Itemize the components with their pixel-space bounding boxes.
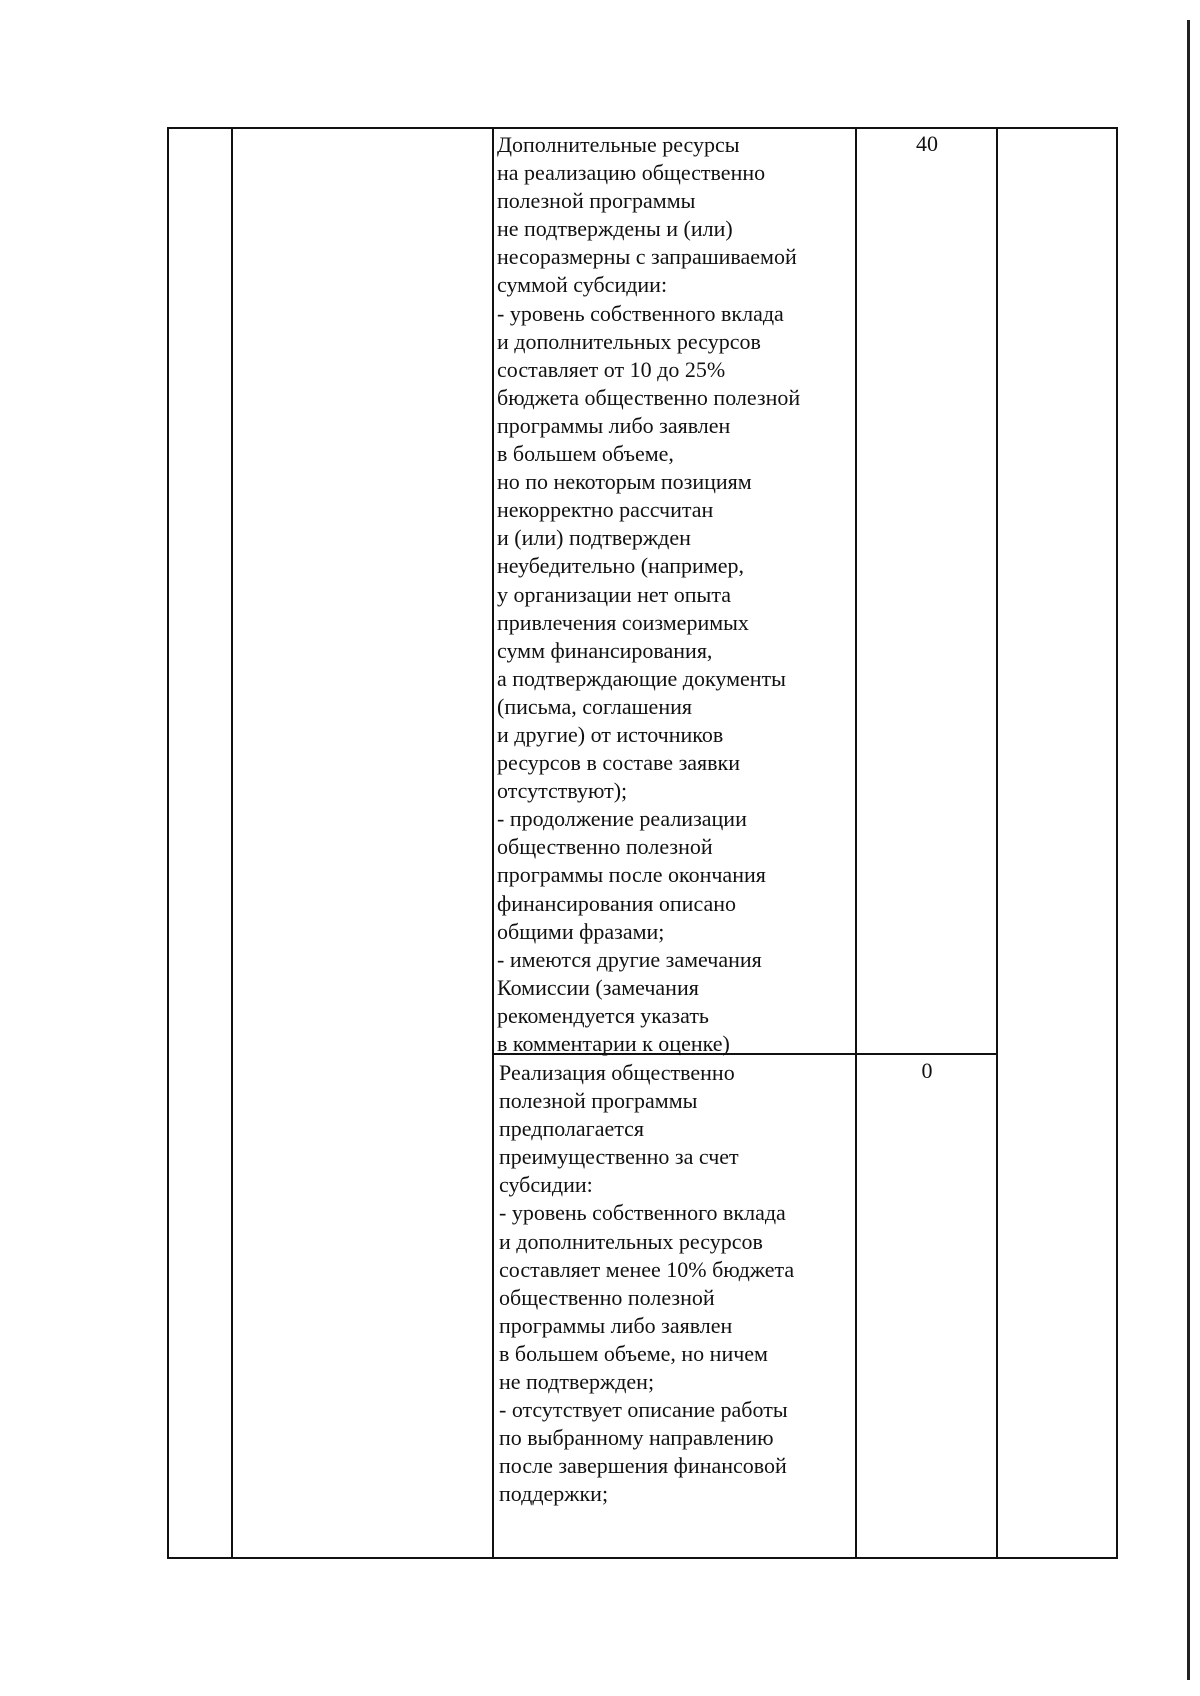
criterion-line: программы либо заявлен <box>497 412 731 438</box>
criterion-line: предполагается <box>499 1116 644 1142</box>
criterion-line: в комментарии к оценке) <box>497 1031 730 1056</box>
criterion-line: - имеются другие замечания <box>497 946 762 972</box>
criterion-line: составляет от 10 до 25% <box>497 356 726 382</box>
score-cell-1: 40 <box>916 131 938 156</box>
column-divider-3 <box>855 129 857 1557</box>
criterion-line: не подтвержден; <box>499 1369 655 1395</box>
criterion-line: неубедительно (например, <box>497 553 745 579</box>
criterion-line: программы после окончания <box>497 862 766 888</box>
criterion-line: общественно полезной <box>499 1284 715 1310</box>
criterion-line: преимущественно за счет <box>499 1144 739 1170</box>
column-divider-2 <box>492 129 494 1557</box>
criterion-line: после завершения финансовой <box>499 1453 787 1479</box>
criterion-line: и другие) от источников <box>497 721 724 747</box>
criterion-line: по выбранному направлению <box>499 1425 774 1451</box>
criterion-line: сумм финансирования, <box>497 637 713 663</box>
criterion-line: отсутствуют); <box>497 778 628 804</box>
criterion-line: (письма, соглашения <box>497 693 692 719</box>
criterion-line: - отсутствует описание работы <box>499 1397 788 1423</box>
criterion-line: ресурсов в составе заявки <box>497 750 740 776</box>
criterion-line: у организации нет опыта <box>497 581 731 607</box>
criterion-line: рекомендуется указать <box>497 1002 709 1028</box>
criterion-line: поддержки; <box>499 1481 609 1507</box>
criterion-line: привлечения соизмеримых <box>497 609 749 635</box>
criterion-line: финансирования описано <box>497 890 737 916</box>
criterion-cell-1 <box>497 131 800 1058</box>
criterion-line: Комиссии (замечания <box>497 974 699 1000</box>
criterion-line: составляет менее 10% бюджета <box>499 1256 795 1282</box>
criterion-line: суммой субсидии: <box>497 272 668 298</box>
criterion-line: бюджета общественно полезной <box>497 384 801 410</box>
criterion-line: а подтверждающие документы <box>497 665 786 691</box>
score-cell-2: 0 <box>921 1058 933 1083</box>
criterion-cell-2 <box>499 1059 794 1509</box>
criterion-line: и (или) подтвержден <box>497 525 691 551</box>
scan-edge-line <box>1187 20 1190 1680</box>
criterion-text-1 <box>497 131 800 1058</box>
criterion-line: некорректно рассчитан <box>497 497 714 523</box>
criterion-line: на реализацию общественно <box>497 160 766 186</box>
criterion-line: несоразмерны с запрашиваемой <box>497 244 797 270</box>
criterion-line: общественно полезной <box>497 834 713 860</box>
criterion-line: но по некоторым позициям <box>497 469 752 495</box>
criterion-line: в большем объеме, <box>497 441 674 467</box>
criterion-line: - уровень собственного вклада <box>497 300 784 326</box>
criterion-line: и дополнительных ресурсов <box>497 328 761 354</box>
criterion-line: и дополнительных ресурсов <box>499 1228 763 1254</box>
criterion-line: полезной программы <box>497 188 696 214</box>
criterion-line: не подтверждены и (или) <box>497 216 733 242</box>
criterion-line: в большем объеме, но ничем <box>499 1340 768 1366</box>
criterion-line: Дополнительные ресурсы <box>497 132 740 157</box>
criterion-line: - уровень собственного вклада <box>499 1200 786 1226</box>
criterion-line: субсидии: <box>499 1172 593 1198</box>
criterion-line: программы либо заявлен <box>499 1312 733 1338</box>
criterion-line: полезной программы <box>499 1088 698 1114</box>
criterion-line: общими фразами; <box>497 918 665 944</box>
criterion-line: Реализация общественно <box>499 1060 735 1085</box>
criterion-text-2 <box>499 1059 794 1509</box>
column-divider-1 <box>231 129 233 1557</box>
criterion-line: - продолжение реализации <box>497 806 747 832</box>
criteria-table <box>167 127 1118 1559</box>
column-divider-4 <box>996 129 998 1557</box>
